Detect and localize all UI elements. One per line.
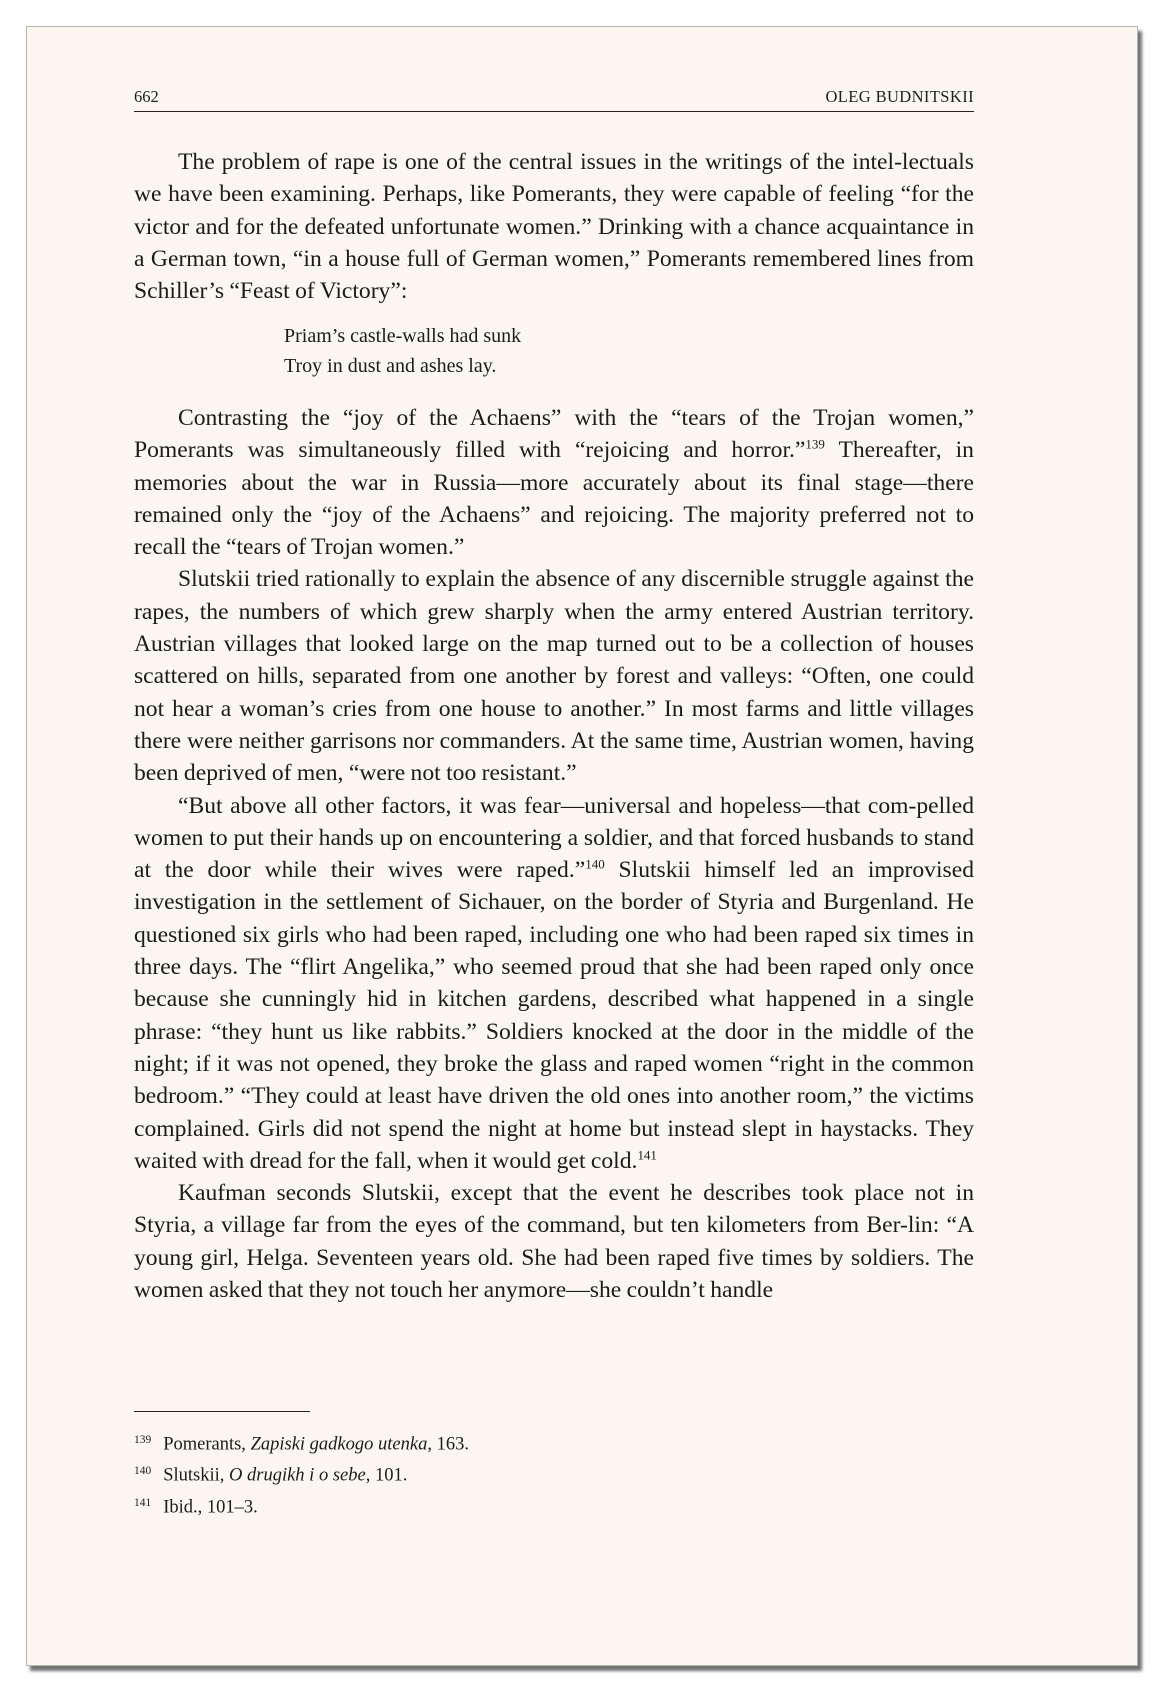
footnote-rule xyxy=(134,1411,310,1412)
verse-line-2: Troy in dust and ashes lay. xyxy=(284,355,497,377)
footnote-number: 141 xyxy=(134,1496,152,1509)
running-header xyxy=(134,85,974,112)
page-number: 662 xyxy=(134,87,159,106)
body-text-main xyxy=(134,402,974,1306)
footnote-ref-140: 140 xyxy=(585,856,605,872)
footnote-141: $^{141}$ Ibid., 101–3. xyxy=(134,1496,258,1517)
paragraph-2: Contrasting the “joy of the Achaens” with the “tears of the Trojan women,” Pomerants was simultaneously filled with “rejoicing and horror.”$^{139}$ Thereafter, in memories about the war in Russia—more accurately about its final stage—there remained only the “joy of the Achaens” and rejoicing. The majority preferred not to recall the “tears of Trojan women.” xyxy=(134,405,974,561)
body-text-top xyxy=(134,146,974,307)
footnote-number: 139 xyxy=(134,1434,152,1446)
paragraph-4: “But above all other factors, it was fear—universal and hopeless—that com-pelled women to put their hands up on encountering a soldier, and that forced husbands to stand at the door while their wives were raped.”$^{140}$ Slutskii himself led an improvised investigation in the settlement of Sichauer, on the border of Styria and Burgenland. He questioned six girls who had been raped, including one who had been raped six times in three days. The “flirt Angelika,” who seemed proud that she had been raped only once because she cunningly hid in kitchen gardens, described what happened in a single phrase: “they hunt us like rabbits.” Soldiers knocked at the door in the middle of the night; if it was not opened, they broke the glass and raped women “right in the common bedroom.” “They could at least have driven the old ones into another room,” the victims complained. Girls did not spend the night at home but instead slept in haystacks. They waited with dread for the fall, when it would get cold.$^{141}$ xyxy=(134,792,974,1174)
footnote-ref-139: 139 xyxy=(805,436,825,452)
footnote-139: $^{139}$ Pomerants, Zapiski gadkogo utenka, 163. xyxy=(134,1434,469,1455)
footnote-title: Zapiski gadkogo utenka xyxy=(250,1434,428,1455)
verse-quotation xyxy=(284,321,521,381)
paragraph-3: Slutskii tried rationally to explain the absence of any discernible struggle against the rapes, the numbers of which grew sharply when the army entered Austrian territory. Austrian villages that looked large on the map turned out to be a collection of houses scattered on hills, separated from one another by forest and valleys: “Often, one could not hear a woman’s cries from one house to another.” In most farms and little villages there were neither garrisons nor commanders. At the same time, Austrian women, having been deprived of men, “were not too resistant.” xyxy=(134,566,974,787)
footnote-140: $^{140}$ Slutskii, O drugikh i o sebe, 101. xyxy=(134,1465,408,1486)
footnote-ref-141: 141 xyxy=(637,1147,657,1163)
footnote-title: O drugikh i o sebe xyxy=(229,1465,366,1486)
verse-line-1: Priam’s castle-walls had sunk xyxy=(284,325,522,347)
paragraph-5: Kaufman seconds Slutskii, except that the event he describes took place not in Styria, a village far from the eyes of the command, but ten kilometers from Ber-lin: “A young girl, Helga. Seventeen years old. She had been raped five times by soldiers. The women asked that they not touch her anymore—she couldn’t handle xyxy=(134,1180,974,1304)
footnotes xyxy=(134,1427,469,1521)
footnote-number: 140 xyxy=(134,1465,152,1478)
paragraph-1: The problem of rape is one of the central issues in the writings of the intel-lectuals we have been examining. Perhaps, like Pomerants, they were capable of feeling “for the victor and for the defeated unfortunate women.” Drinking with a chance acquaintance in a German town, “in a house full of German women,” Pomerants remembered lines from Schiller’s “Feast of Victory”: xyxy=(134,149,974,305)
running-head-author: OLEG BUDNITSKII xyxy=(825,87,974,106)
